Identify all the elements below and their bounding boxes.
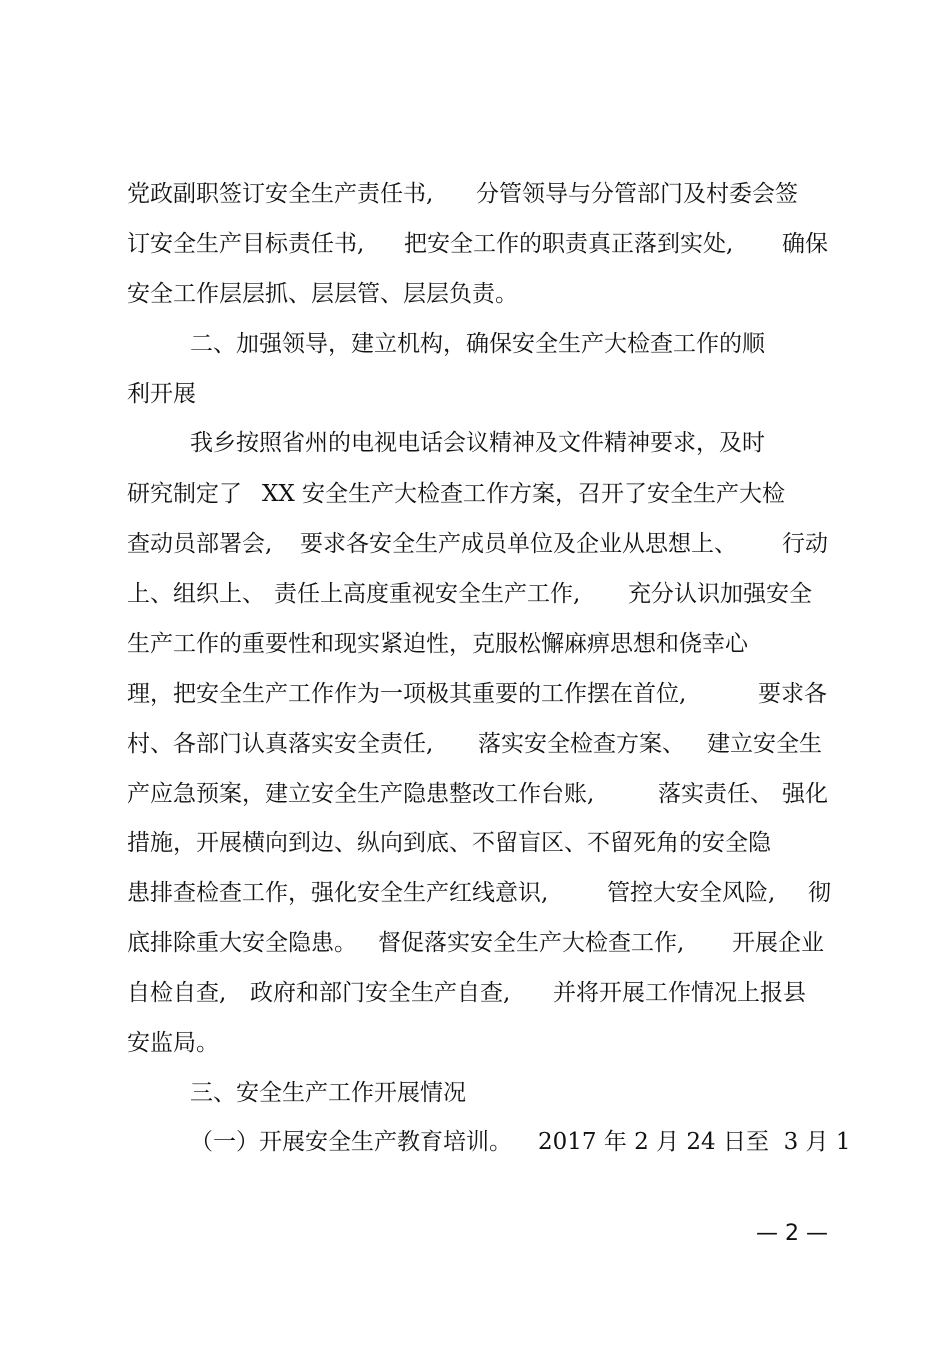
text-segment: 充分认识加强安全: [628, 581, 812, 607]
text-segment: 安监局。: [127, 1030, 219, 1056]
text-segment: 行动: [782, 531, 828, 557]
text-line: [0, 724, 950, 764]
text-line: [0, 174, 950, 214]
text-segment: 订安全生产目标责任书,: [127, 231, 365, 257]
text-line: [0, 224, 950, 264]
text-segment: 安全工作层层抓、层层管、层层负责。: [127, 281, 518, 307]
text-line: [0, 1023, 950, 1063]
text-segment: 要求各安全生产成员单位及企业从思想上、: [300, 531, 737, 557]
text-line: [0, 873, 950, 913]
text-line: [0, 274, 950, 314]
text-line: [0, 1073, 950, 1113]
text-segment: 查动员部署会,: [127, 531, 273, 557]
text-segment: 2017 年 2 月 24 日至 3 月 1: [538, 1129, 851, 1155]
page-number: — 2 —: [756, 1221, 828, 1246]
text-segment: 分管领导与分管部门及村委会签: [476, 181, 798, 207]
text-segment: 村、各部门认真落实安全责任,: [127, 731, 434, 757]
text-segment: 要求各: [758, 681, 827, 707]
section-heading: 三、安全生产工作开展情况: [190, 1080, 466, 1106]
text-segment: 开展企业: [732, 930, 824, 956]
text-segment: 政府和部门安全生产自查,: [250, 980, 511, 1006]
text-line: [0, 574, 950, 614]
text-segment: 利开展: [127, 381, 196, 407]
text-segment: 督促落实安全生产大检查工作,: [378, 930, 685, 956]
text-line: [0, 524, 950, 564]
section-heading: 二、加强领导，建立机构，确保安全生产大检查工作的顺: [190, 331, 765, 357]
text-segment: 生产工作的重要性和现实紧迫性，克服松懈麻痹思想和侥幸心: [127, 631, 748, 657]
text-segment: 产应急预案，建立安全生产隐患整改工作台账,: [127, 781, 595, 807]
text-segment: 责任上高度重视安全生产工作,: [274, 581, 581, 607]
text-segment: 理，把安全生产工作作为一项极其重要的工作摆在首位,: [127, 681, 687, 707]
text-segment: 落实责任、: [658, 781, 773, 807]
text-line: [0, 923, 950, 963]
text-line: [0, 624, 950, 664]
text-line: [0, 823, 950, 863]
text-line: [0, 774, 950, 814]
subsection-heading: （一）开展安全生产教育培训。: [190, 1129, 512, 1155]
text-line: [0, 474, 950, 514]
text-segment: 建立安全生: [707, 731, 822, 757]
text-line: [0, 973, 950, 1013]
text-segment: 自检自查,: [127, 980, 227, 1006]
text-segment: XX 安全生产大检查工作方案，召开了安全生产大检: [262, 481, 786, 507]
text-segment: 把安全工作的职责真正落到实处,: [404, 231, 734, 257]
text-segment: 底排除重大安全隐患。: [127, 930, 357, 956]
text-line: [0, 423, 950, 463]
text-segment: 确保: [782, 231, 828, 257]
text-line: [0, 674, 950, 714]
text-segment: 管控大安全风险,: [607, 880, 776, 906]
text-line: [0, 324, 950, 364]
text-segment: 并将开展工作情况上报县: [553, 980, 806, 1006]
text-segment: 彻: [808, 880, 831, 906]
text-segment: 上、组织上、: [127, 581, 265, 607]
text-segment: 强化: [782, 781, 828, 807]
text-line: [0, 1122, 950, 1162]
text-segment: 我乡按照省州的电视电话会议精神及文件精神要求，及时: [190, 430, 765, 456]
text-segment: 措施，开展横向到边、纵向到底、不留盲区、不留死角的安全隐: [127, 830, 771, 856]
text-segment: 党政副职签订安全生产责任书,: [127, 181, 434, 207]
text-segment: 患排查检查工作，强化安全生产红线意识,: [127, 880, 549, 906]
text-segment: 研究制定了: [127, 481, 242, 507]
text-segment: 落实安全检查方案、: [478, 731, 685, 757]
text-line: [0, 374, 950, 414]
